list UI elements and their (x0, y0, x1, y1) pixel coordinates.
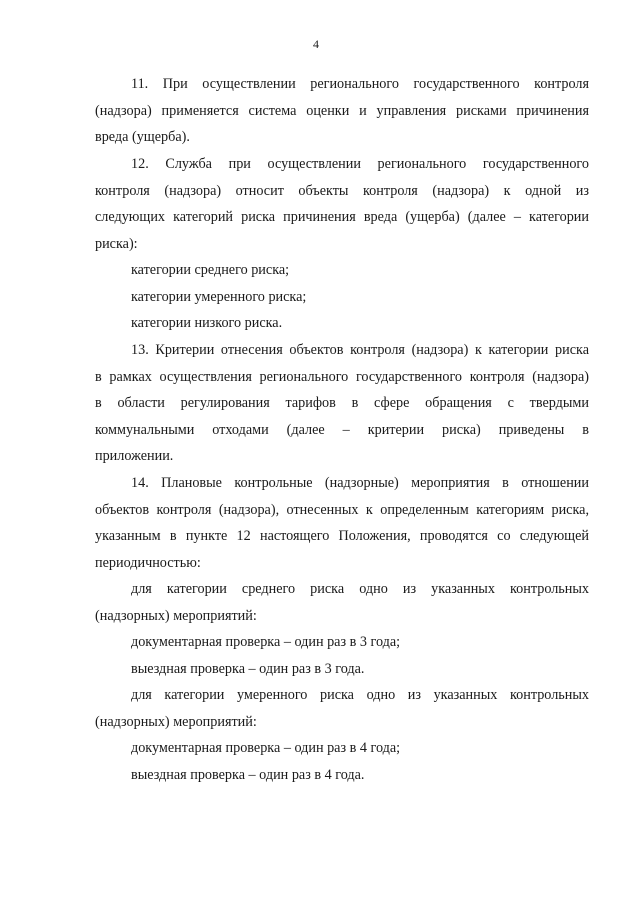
document-body (95, 71, 589, 788)
paragraph-14-line: 14. Плановые контрольные (надзорные) мероприятия в отношении (131, 475, 589, 491)
paragraph-12-line: риска): (95, 235, 138, 252)
risk-categories-list (95, 257, 589, 337)
paragraph-11-line: (надзора) применяется система оценки и управления рисками причинения (95, 102, 589, 119)
paragraph-11 (95, 71, 589, 151)
paragraph-12-line: 12. Служба при осуществлении регионального государственного (131, 156, 589, 172)
paragraph-12-line: контроля (надзора) относит объекты контроля (надзора) к одной из (95, 182, 589, 199)
moderate-risk-line: для категории умеренного риска одно из указанных контрольных (131, 687, 589, 703)
paragraph-13-line: 13. Критерии отнесения объектов контроля (надзора) к категории риска (131, 342, 589, 358)
paragraph-13-line: в рамках осуществления регионального государственного контроля (надзора) (95, 368, 589, 385)
medium-risk-section (95, 576, 589, 682)
paragraph-14-line: периодичностью: (95, 554, 201, 571)
moderate-risk-section (95, 682, 589, 788)
paragraph-14 (95, 470, 589, 576)
list-item: категории среднего риска; (131, 262, 290, 278)
page-number: 4 (313, 37, 319, 51)
paragraph-11-line: 11. При осуществлении регионального государственного контроля (131, 76, 589, 92)
list-item: документарная проверка – один раз в 4 года; (131, 740, 401, 756)
moderate-risk-line: (надзорных) мероприятий: (95, 713, 257, 730)
list-item: выездная проверка – один раз в 4 года. (131, 766, 365, 783)
paragraph-13 (95, 337, 589, 470)
list-item: документарная проверка – один раз в 3 года; (131, 634, 401, 650)
list-item: категории умеренного риска; (131, 288, 307, 305)
medium-risk-line: (надзорных) мероприятий: (95, 607, 257, 624)
paragraph-12 (95, 151, 589, 257)
paragraph-13-line: коммунальными отходами (далее – критерии риска) приведены в (95, 421, 589, 438)
list-item: категории низкого риска. (131, 315, 283, 331)
list-item: выездная проверка – один раз в 3 года. (131, 660, 365, 677)
paragraph-11-line: вреда (ущерба). (95, 129, 190, 145)
paragraph-13-line: приложении. (95, 448, 174, 464)
paragraph-14-line: указанным в пункте 12 настоящего Положения, проводятся со следующей (95, 528, 589, 544)
medium-risk-line: для категории среднего риска одно из указанных контрольных (131, 581, 589, 597)
paragraph-14-line: объектов контроля (надзора), отнесенных к определенным категориям риска, (95, 501, 589, 518)
paragraph-12-line: следующих категорий риска причинения вреда (ущерба) (далее – категории (95, 209, 589, 225)
paragraph-13-line: в области регулирования тарифов в сфере обращения с твердыми (95, 395, 589, 411)
